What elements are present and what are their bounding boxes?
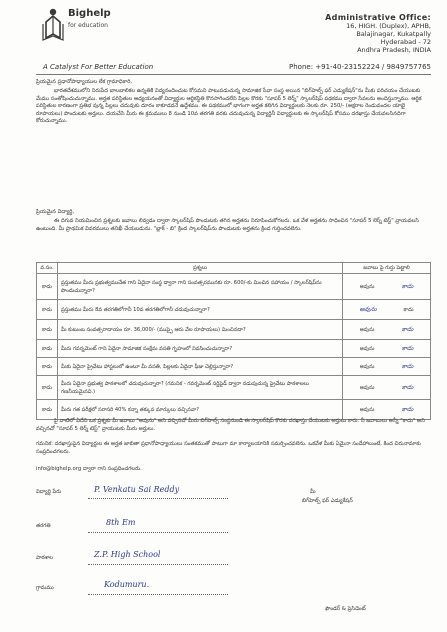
eligibility-note: పై వాటిలో ఏదేని ఒక ప్రశ్నకు మీ జవాబు "అవును" అని వచ్చినచో మీరు బిగ్‌హెల్ప్ సంస్థనుండి ఈ స్కాలర్‌షిప్ కొరకు దరఖాస్తు చేయుటకు అర్హులు కారు. నీ జవాబులు అన్నీ "కాదు" అని వచ్చినచో "సూపర్ 5 లెర్న్ టెస్ట్" వ్రాయుటకు మీరు అర్హులు. [36, 418, 425, 432]
signoff-organization: బిగ్‌హెల్ప్ ఫర్ ఎడ్యుకేషన్ [302, 498, 353, 504]
office-line: Andhra Pradesh, INDIA [357, 46, 431, 54]
contact-email: info@bighelp.org ద్వారా గాని సంప్రదించగలరు. [36, 466, 142, 472]
brand-name: Bighelp [68, 8, 111, 19]
row-number: కాదు [37, 300, 58, 320]
column-header-questions: ప్రశ్నలు [57, 263, 342, 274]
row-number: కాదు [37, 358, 58, 376]
class-value[interactable]: 8th Em [106, 518, 136, 527]
student-name-label: విద్యార్థి పేరు [36, 489, 62, 495]
village-label: గ్రామము [36, 585, 54, 591]
question-text: ప్రస్తుతము మీరు 8వ తరగతిలోగానీ 10వ తరగతిలోగానీ చదువుచున్నారా? [57, 300, 342, 320]
answer-cell [343, 358, 431, 376]
table-row [37, 340, 431, 358]
header-divider [36, 74, 431, 75]
row-number: కాదు [37, 320, 58, 340]
question-text: మీరు గత పరీక్షలో సరాసరి 40% కన్నా తక్కువ మార్కులు వచ్చినవా? [57, 400, 342, 420]
table-row [37, 358, 431, 376]
school-line [88, 564, 228, 565]
answer-yes-selected[interactable]: అవును [359, 305, 377, 313]
brand-subtitle: for education [68, 22, 108, 29]
letter-body-paragraph: భారతదేశములోని నిరుపేద బాలబాలికల ఉన్నతికి విద్యనందించుట కోసమని పాటుపడుచున్న సామాజిక సేవా సంస్థ అయిన "బిగ్‌హెల్ప్ ఫర్ ఎడ్యుకేషన్"ను మీకు పరిచయం చేయుటకు మేము సంతోషించుచున్నాము. అర్హత పరిస్థితుల ఆధ్యయనంతో విద్యార్థుల ఆర్థికస్థితి కొనసాగించలేని పిల్లల కొరకు "సూపర్ 5 లెర్న్" స్కాలర్‌షిప్ పథకము ద్వారా సేవలను అందిస్తున్నాము. ఆర్థిక పరిస్థితుల కారణంగా ప్రతిభ వున్న పిల్లలు చదువుకు దూరం కాకూడదనే ఉద్దేశము. ఈ పథకములో భాగంగా అర్హత కలిగిన విద్యార్థులకు నెలకు రూ. 250/- (అక్షరాల రెండువందల యాభై రూపాయలు) పొందుటకు అర్హులు. దయచేసి మీరు ఈ క్రమములు 8 నుండి 10వ తరగతి వరకు చదువుచున్న విద్యార్థినీ విద్యార్థులకు ఈ స్కాలర్‌షిప్ కోసము దరఖాస్తు చేయవలసినదిగా కోరుచున్నాము. [36, 88, 422, 125]
student-name-value[interactable]: P. Venkatu Sai Reddy [94, 485, 180, 494]
office-title: Administrative Office: [325, 13, 431, 22]
answer-yes[interactable]: అవును [359, 384, 375, 391]
office-phone: Phone: +91-40-23152224 / 9849757765 [289, 63, 431, 71]
class-line [88, 532, 228, 533]
office-line: Balajinagar, Kukatpally [356, 30, 431, 38]
office-address-block [325, 14, 431, 54]
tagline: A Catalyst For Better Education [43, 63, 154, 71]
row-number: కాదు [37, 340, 58, 358]
column-header-answer: జవాబు పై గుర్తు పెట్టాలి [343, 263, 431, 274]
question-text: మీకు ఏదైనా ప్రైవేటు హాస్టలులో ఉంటూ మీ వసతి, పిల్లలకు ఏదైనా ఫీజు చెల్లిస్తున్నారా? [57, 358, 342, 376]
table-row [37, 274, 431, 300]
answer-yes[interactable]: అవును [359, 363, 375, 370]
table-row [37, 400, 431, 420]
village-value[interactable]: Kodumuru. [104, 580, 150, 589]
table-row [37, 300, 431, 320]
salutation-student: ప్రియమైన విద్యార్థి, [36, 209, 75, 215]
question-text: మీరు గవర్నమెంట్ గాని ఏదైనా సామాజిక సంక్షేమ వసతి గృహంలో నివసించుచున్నారా? [57, 340, 342, 358]
answer-no-selected[interactable]: కాదు [401, 282, 414, 290]
column-header-number: వ.సం. [37, 263, 58, 274]
signoff-title: ఫౌండర్ & ప్రెసిడెంట్ [325, 606, 366, 612]
answer-yes[interactable]: అవును [359, 345, 375, 352]
question-text: మీరు ఏదైనా ప్రభుత్వ పాఠశాలలో చదువుచున్నారా? (గమనిక - గవర్నమెంట్ సర్టిఫైడ్ ద్వారా నడుపుచున్న ప్రైవేటు పాఠశాలలు గణనీయమైనవి.) [57, 376, 342, 400]
answer-no-selected[interactable]: కాదు [401, 405, 414, 413]
row-number: కాదు [37, 376, 58, 400]
salutation-headmaster: ప్రియమైన ప్రధానోపాధ్యాయుల లేక గ్రామాధికారి, [36, 79, 133, 85]
school-label: పాఠశాల [36, 555, 54, 561]
submission-note: గమనిక: దరఖాస్తుపైన విద్యార్థుల ఈ అర్హత జాబితా ప్రధానోపాధ్యాయులు సంతకముతో పాటుగా మా కార్యాలయానికి సమర్పించవలెను. ఒకవేళ మీకు ఏమైనా సందేహాలుంటే, కింద చిరునామాకు సంప్రదించగలరు. [36, 441, 421, 455]
village-line [88, 594, 228, 595]
signoff-yours: మీ [310, 489, 316, 495]
answer-cell [343, 300, 431, 320]
answer-no-selected[interactable]: కాదు [401, 383, 414, 391]
answer-cell [343, 340, 431, 358]
answer-cell [343, 274, 431, 300]
answer-cell [343, 376, 431, 400]
answer-cell [343, 400, 431, 420]
question-text: ప్రస్తుతము మీరు ప్రభుత్వముచేత గాని ఏదైనా సంస్థ ద్వారా గాని సంవత్సరమునకు రూ. 600/-కు మించిన సహాయం / స్కాలర్‌షిప్‌ను పొందుచున్నారా? [57, 274, 342, 300]
school-value[interactable]: Z.P. High School [94, 550, 161, 559]
answer-cell [343, 320, 431, 340]
office-line: Hyderabad - 72 [380, 38, 431, 46]
bighelp-logo-icon [42, 8, 64, 42]
student-name-line [88, 498, 228, 499]
answer-no-selected[interactable]: కాదు [401, 344, 414, 352]
answer-no-selected[interactable]: కాదు [401, 362, 414, 370]
answer-yes[interactable]: అవును [359, 406, 375, 413]
class-label: తరగతి [36, 523, 51, 529]
table-row [37, 320, 431, 340]
student-instructions-paragraph: ఈ దిగువ నియమించిన ప్రశ్నలకు జవాబు లివ్వడం ద్వారా స్కాలర్‌షిప్ పొందుటకు తగిన అర్హతను నిరూపించుకోగలరు. ఒక వేళ అర్హతను సాధించిన "సూపర్ 5 లెర్న్ టెస్ట్" వ్రాయవలసి ఉంటుంది. మీ ప్రాథమిక వివరములు తనిఖీ చేయబడును. "బ్లాక్ - బి" క్రింద స్కాలర్‌షిప్‌ను పొందుటకు అర్హతను క్రింద గుర్తించవలెను. [36, 218, 419, 232]
row-number: కాదు [37, 400, 58, 420]
question-text: మీ కుటుంబ సంవత్సరాదాయం రూ. 36,000/- (ముప్పై ఆరు వేల రూపాయలు) మించినదా? [57, 320, 342, 340]
eligibility-question-table [36, 262, 431, 420]
answer-no[interactable]: కాదు [403, 306, 414, 313]
table-header-row [37, 263, 431, 274]
answer-yes[interactable]: అవును [359, 326, 375, 333]
office-line: 16, HIGH. (Duplex), APHB, [346, 22, 431, 30]
answer-yes[interactable]: అవును [359, 283, 375, 290]
row-number: కాదు [37, 274, 58, 300]
table-row [37, 376, 431, 400]
answer-no-selected[interactable]: కాదు [401, 325, 414, 333]
